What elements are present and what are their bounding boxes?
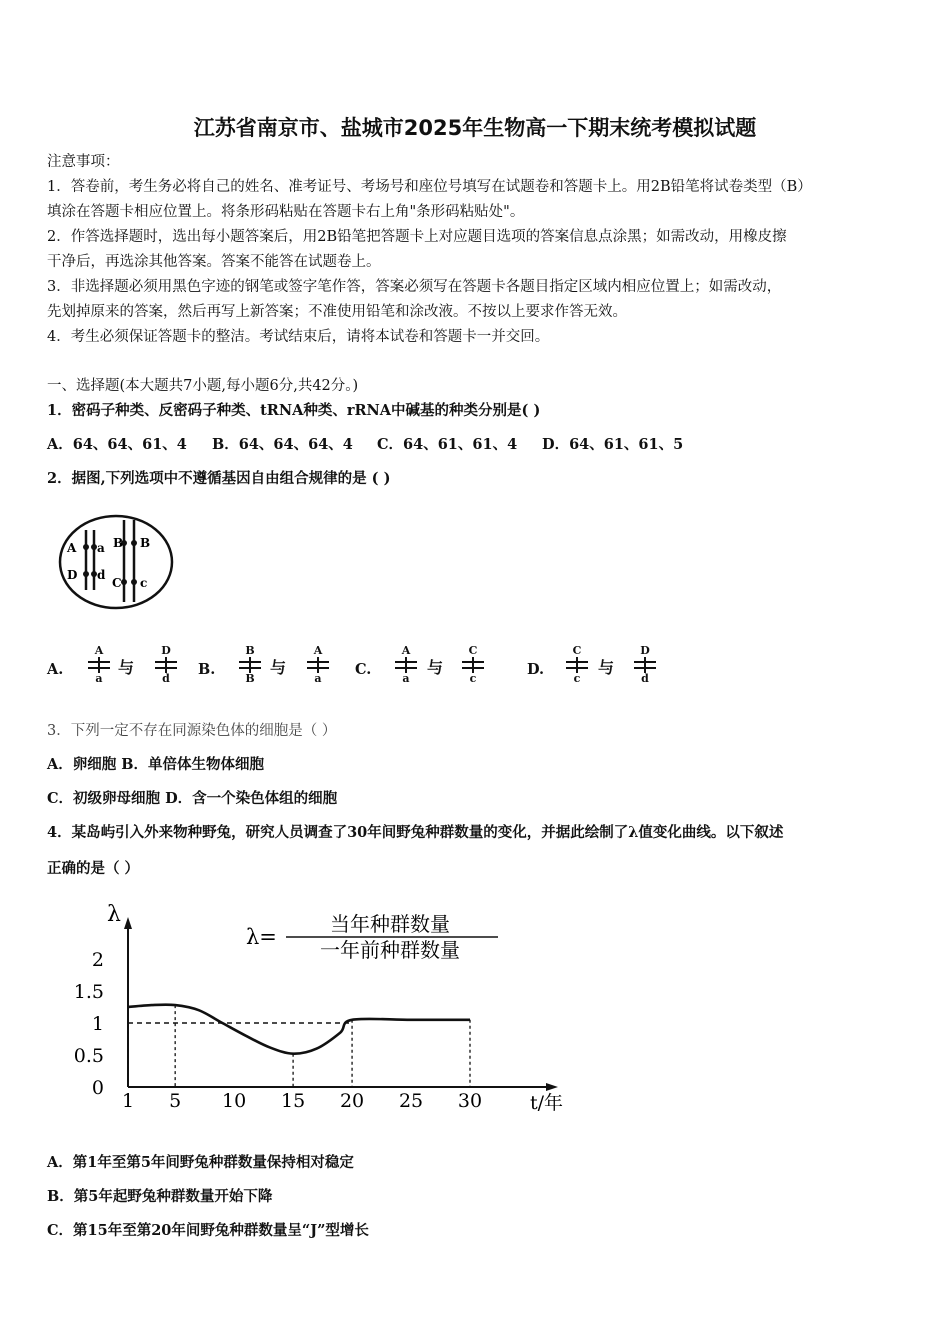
gene-bottom: B xyxy=(245,672,255,685)
gene-bottom: a xyxy=(314,672,322,685)
homolog-line xyxy=(155,667,177,669)
chromosome-pair-symbol xyxy=(395,645,417,687)
gene-label: C xyxy=(112,576,122,590)
notice-item: 1．答卷前，考生务必将自己的姓名、准考证号、考场号和座位号填写在试题卷和答题卡上。用2B铅笔将试卷类型（B） xyxy=(47,179,812,195)
homolog-line xyxy=(566,667,588,669)
homolog-line xyxy=(239,667,261,669)
notice-item: 先划掉原来的答案，然后再写上新答案；不准使用铅笔和涂改液。不按以上要求作答无效。 xyxy=(47,304,627,320)
y-axis-label: λ xyxy=(107,902,121,927)
chromosome-pair-symbol xyxy=(462,645,484,687)
formula-numerator: 当年种群数量 xyxy=(330,912,450,936)
gene-bottom: a xyxy=(402,672,410,685)
chromosome-line xyxy=(576,657,578,673)
chromosome-line xyxy=(405,657,407,673)
homolog-line xyxy=(88,667,110,669)
lambda-series-line xyxy=(128,1005,470,1054)
q1-option-b: B．64、64、64、4 xyxy=(212,436,353,453)
y-tick-label: 2 xyxy=(91,949,104,971)
homolog-line xyxy=(239,661,261,663)
x-tick-label: 25 xyxy=(398,1090,424,1112)
q2-option-join: 与 xyxy=(598,658,615,677)
gene-label: B xyxy=(113,536,124,550)
gene-label: d xyxy=(97,568,106,582)
q2-option-join: 与 xyxy=(270,658,287,677)
q3-options-line1: A．卵细胞 B．单倍体生物体细胞 xyxy=(47,756,265,773)
notice-item: 3．非选择题必须用黑色字迹的钢笔或签字笔作答，答案必须写在答题卡各题目指定区域内相应位置上；如需改动， xyxy=(47,279,782,295)
q2-option-letter: A. xyxy=(47,661,64,678)
gene-top: B xyxy=(245,644,255,657)
notice-heading: 注意事项： xyxy=(47,154,120,170)
x-axis-arrow xyxy=(546,1083,558,1091)
homolog-line xyxy=(395,667,417,669)
q4-stem-line2: 正确的是（ ） xyxy=(47,860,140,877)
q4-option-b: B．第5年起野兔种群数量开始下降 xyxy=(47,1188,273,1205)
x-tick-label: 15 xyxy=(281,1090,306,1112)
y-tick-label: 0.5 xyxy=(73,1045,104,1067)
chromosome-pair-symbol xyxy=(307,645,329,687)
q2-option-letter: D. xyxy=(527,661,545,678)
homolog-line xyxy=(155,661,177,663)
gene-bottom: d xyxy=(641,672,649,685)
gene-top: C xyxy=(572,644,582,657)
homolog-line xyxy=(88,661,110,663)
q1-stem: 1．密码子种类、反密码子种类、tRNA种类、rRNA中碱基的种类分别是( ) xyxy=(47,402,541,419)
formula-symbol: λ= xyxy=(246,925,277,949)
gene-bottom: d xyxy=(162,672,170,685)
x-tick-label: 1 xyxy=(121,1090,135,1112)
gene-top: D xyxy=(161,644,171,657)
formula-denominator: 一年前种群数量 xyxy=(320,938,460,962)
x-tick-label: 10 xyxy=(222,1090,247,1112)
gene-top: A xyxy=(94,644,104,657)
gene-label: c xyxy=(140,576,148,590)
q2-option-join: 与 xyxy=(427,658,444,677)
notice-item: 4．考生必须保证答题卡的整洁。考试结束后，请将本试卷和答题卡一并交回。 xyxy=(47,329,550,345)
page-title: 江苏省南京市、盐城市2025年生物高一下期末统考模拟试题 xyxy=(193,116,757,140)
lambda-chart xyxy=(60,895,570,1130)
q3-options-line2: C．初级卵母细胞 D．含一个染色体组的细胞 xyxy=(47,790,338,807)
notice-item: 干净后，再选涂其他答案。答案不能答在试题卷上。 xyxy=(47,254,381,270)
homolog-line xyxy=(307,667,329,669)
chromosome-line xyxy=(472,657,474,673)
chromosome-pair-symbol xyxy=(566,645,588,687)
chromosome-pair-symbol xyxy=(634,645,656,687)
homolog-line xyxy=(566,661,588,663)
gene-label: A xyxy=(67,541,77,555)
homolog-line xyxy=(395,661,417,663)
q2-option-join: 与 xyxy=(118,658,135,677)
gene-top: A xyxy=(401,644,411,657)
section-heading: 一、选择题(本大题共7小题,每小题6分,共42分。) xyxy=(47,378,359,394)
gene-label: a xyxy=(97,541,105,555)
homolog-line xyxy=(462,667,484,669)
q3-stem: 3．下列一定不存在同源染色体的细胞是（ ） xyxy=(47,723,337,739)
x-tick-label: 5 xyxy=(169,1090,182,1112)
gene-top: D xyxy=(640,644,650,657)
chromosome-pair-symbol xyxy=(155,645,177,687)
chromosome-pair-symbol xyxy=(88,645,110,687)
q1-option-a: A．64、64、61、4 xyxy=(47,436,187,453)
homolog-line xyxy=(634,667,656,669)
y-tick-label: 0 xyxy=(91,1077,104,1099)
chromosome-line xyxy=(249,657,251,673)
chromosome-line xyxy=(644,657,646,673)
y-tick-label: 1.5 xyxy=(73,981,104,1003)
x-tick-label: 30 xyxy=(457,1090,483,1112)
q4-option-a: A．第1年至第5年间野兔种群数量保持相对稳定 xyxy=(47,1154,354,1171)
q1-option-c: C．64、61、61、4 xyxy=(377,436,518,453)
x-tick-label: 20 xyxy=(339,1090,365,1112)
chromosome-line xyxy=(165,657,167,673)
q4-stem-line1: 4．某岛屿引入外来物种野兔，研究人员调查了30年间野兔种群数量的变化，并据此绘制了λ值变化曲线。以下叙述 xyxy=(47,824,784,841)
x-axis-label: t/年 xyxy=(530,1092,564,1114)
chromosome-line xyxy=(98,657,100,673)
gene-label: D xyxy=(67,568,78,582)
q1-option-d: D．64、61、61、5 xyxy=(542,436,684,453)
gene-bottom: a xyxy=(95,672,103,685)
cell-diagram xyxy=(58,512,178,612)
y-tick-label: 1 xyxy=(91,1013,104,1035)
q4-option-c: C．第15年至第20年间野兔种群数量呈“J”型增长 xyxy=(47,1222,369,1239)
notice-item: 2．作答选择题时，选出每小题答案后，用2B铅笔把答题卡上对应题目选项的答案信息点涂黑；如需改动，用橡皮擦 xyxy=(47,229,787,245)
q2-option-letter: B. xyxy=(198,661,216,678)
gene-bottom: c xyxy=(573,672,581,685)
homolog-line xyxy=(307,661,329,663)
gene-bottom: c xyxy=(469,672,477,685)
y-axis-arrow xyxy=(124,917,132,929)
chromosome-line xyxy=(317,657,319,673)
gene-top: C xyxy=(468,644,478,657)
chromosome-pair-symbol xyxy=(239,645,261,687)
homolog-line xyxy=(462,661,484,663)
notice-item: 填涂在答题卡相应位置上。将条形码粘贴在答题卡右上角"条形码粘贴处"。 xyxy=(47,204,525,220)
q2-option-letter: C. xyxy=(355,661,372,678)
gene-top: A xyxy=(313,644,323,657)
homolog-line xyxy=(634,661,656,663)
q2-stem: 2．据图,下列选项中不遵循基因自由组合规律的是 ( ) xyxy=(47,470,391,487)
gene-label: B xyxy=(140,536,151,550)
